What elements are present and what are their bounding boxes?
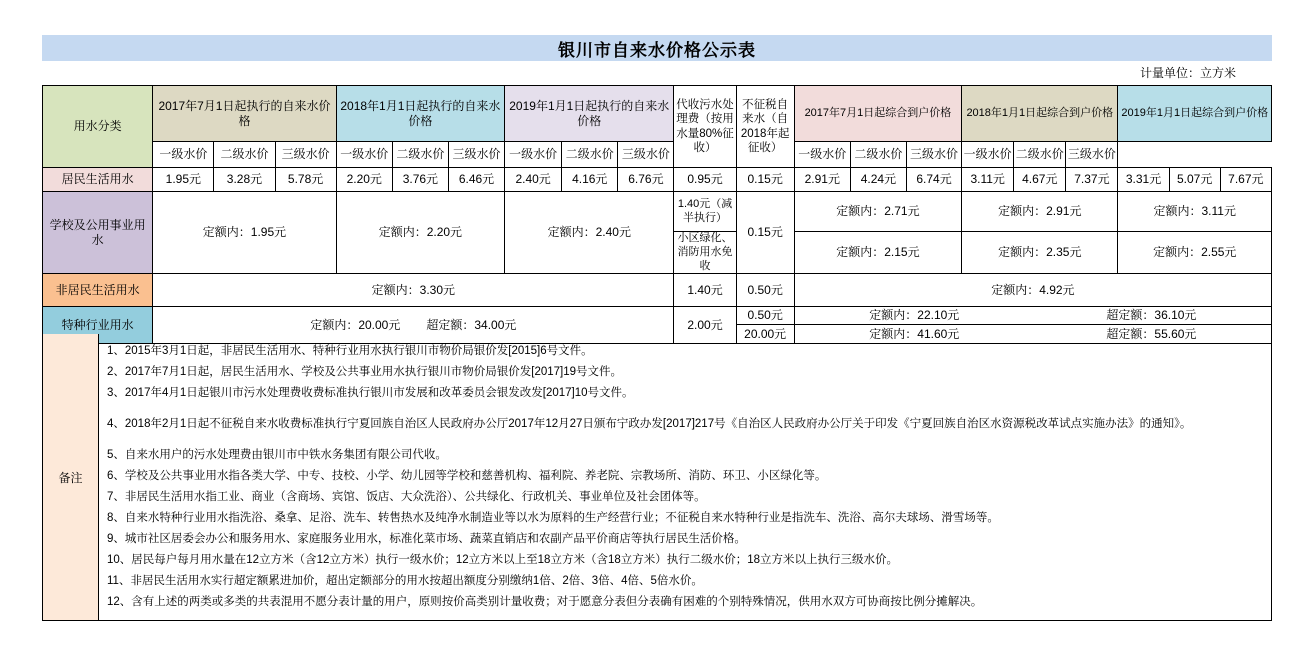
- price-cell: 定额内：2.15元: [794, 232, 961, 274]
- note-item: 10、居民每户每月用水量在12立方米（含12立方米）执行一级水价；12立方米以上至18立方米（含18立方米）执行二级水价；18立方米以上执行三级水价。: [107, 554, 899, 566]
- price-cell: 3.31元: [1118, 168, 1169, 192]
- row-label-school: 学校及公用事业用水: [43, 192, 153, 274]
- group-header-combined-2019: 2019年1月1日起综合到户价格: [1118, 86, 1272, 142]
- price-cell: 2.20元: [336, 168, 392, 192]
- price-cell: 定额内：2.20元: [336, 192, 504, 274]
- note-item: 1、2015年3月1日起，非居民生活用水、特种行业用水执行银川市物价局银价发[2015]6号文件。: [107, 345, 593, 357]
- tier-header: 三级水价: [1066, 142, 1118, 168]
- price-cell: 2.40元: [505, 168, 562, 192]
- price-cell: 4.16元: [562, 168, 618, 192]
- price-cell: 5.78元: [275, 168, 336, 192]
- notes-section: [42, 334, 1272, 621]
- price-cell: 4.24元: [850, 168, 906, 192]
- tier-header: 二级水价: [850, 142, 906, 168]
- sewage-cell: 0.95元: [674, 168, 736, 192]
- note-item: 7、非居民生活用水指工业、商业（含商场、宾馆、饭店、大众洗浴）、公共绿化、行政机关、事业单位及社会团体等。: [107, 491, 706, 503]
- row-school: [43, 192, 1272, 232]
- over-quota-price: 超定额：34.00元: [426, 317, 517, 332]
- note-item: 8、自来水特种行业用水指洗浴、桑拿、足浴、洗车、转售热水及纯净水制造业等以水为原料的生产经营行业；不征税自来水特种行业是指洗车、洗浴、高尔夫球场、滑雪场等。: [107, 512, 999, 524]
- tier-header: 一级水价: [153, 142, 214, 168]
- quota-price: 定额内：41.60元: [869, 326, 960, 341]
- price-cell: 定额内：1.95元: [153, 192, 336, 274]
- price-cell: 7.67元: [1220, 168, 1271, 192]
- price-cell: 2.91元: [794, 168, 850, 192]
- tier-header: 一级水价: [794, 142, 850, 168]
- price-cell: 定额内：2.91元: [962, 192, 1118, 232]
- tier-header: 一级水价: [962, 142, 1014, 168]
- note-item: 4、2018年2月1日起不征税自来水收费标准执行宁夏回族自治区人民政府办公厅2017年12月27日颁布宁政办发[2017]217号《自治区人民政府办公厅关于印发《宁夏回族自治区水资源税改革试点实施办法》的通知》。: [107, 418, 1192, 430]
- sewage-fee-header: 代收污水处理费（按用水量80%征收）: [674, 86, 736, 168]
- corner-header: 用水分类: [43, 86, 153, 168]
- price-cell: 定额内：3.11元: [1118, 192, 1272, 232]
- price-cell: 4.67元: [1014, 168, 1066, 192]
- price-cell: 6.46元: [448, 168, 504, 192]
- notes-label: 备注: [43, 334, 99, 620]
- price-cell: 3.11元: [962, 168, 1014, 192]
- group-header-exec-2019: 2019年1月1日起执行的自来水价格: [505, 86, 674, 142]
- price-cell: 定额内：2.40元: [505, 192, 674, 274]
- row-label-non-residential: 非居民生活用水: [43, 274, 153, 307]
- group-header-combined-2018: 2018年1月1日起综合到户价格: [962, 86, 1118, 142]
- row-label-special: 特种行业用水: [43, 307, 153, 344]
- untaxed-water-header: 不征税自来水（自2018年起征收）: [736, 86, 794, 168]
- group-header-exec-2018: 2018年1月1日起执行的自来水价格: [336, 86, 504, 142]
- note-item: 3、2017年4月1日起银川市污水处理费收费标准执行银川市发展和改革委员会银发改发[2017]10号文件。: [107, 387, 634, 399]
- water-price-table: [42, 85, 1272, 344]
- price-cell: 定额内：2.71元: [794, 192, 961, 232]
- sewage-cell: 1.40元: [674, 274, 736, 307]
- price-cell: 1.95元: [153, 168, 214, 192]
- unit-note: 计量单位：立方米: [1139, 65, 1236, 80]
- note-item: 5、自来水用户的污水处理费由银川市中铁水务集团有限公司代收。: [107, 449, 447, 461]
- note-item: 6、学校及公共事业用水指各类大学、中专、技校、小学、幼儿园等学校和慈善机构、福利院、养老院、宗教场所、消防、环卫、小区绿化等。: [107, 470, 827, 482]
- header-group-row: [43, 86, 1272, 142]
- group-header-exec-2017: 2017年7月1日起执行的自来水价格: [153, 86, 336, 142]
- untaxed-cell: 0.50元: [736, 307, 794, 325]
- tier-header: 三级水价: [618, 142, 674, 168]
- tier-header-row: [43, 142, 1272, 168]
- page-title: 银川市自来水价格公示表: [42, 35, 1272, 61]
- tier-header: 二级水价: [562, 142, 618, 168]
- price-cell: [794, 307, 1271, 325]
- untaxed-cell: 20.00元: [736, 325, 794, 344]
- sewage-cell: 1.40元（减半执行）: [674, 192, 736, 232]
- note-item: 2、2017年7月1日起，居民生活用水、学校及公共事业用水执行银川市物价局银价发[2017]19号文件。: [107, 366, 623, 378]
- tier-header: 三级水价: [906, 142, 961, 168]
- note-item: 12、含有上述的两类或多类的共表混用不愿分表计量的用户，原则按价高类别计量收费；对于愿意分表但分表确有困难的个别特殊情况，供用水双方可协商按比例分摊解决。: [107, 596, 983, 608]
- tier-header: 一级水价: [336, 142, 392, 168]
- over-quota-price: 超定额：55.60元: [1106, 326, 1197, 341]
- price-cell: 定额内：4.92元: [794, 274, 1271, 307]
- notes-body: [99, 334, 1271, 620]
- sewage-cell: 2.00元: [674, 307, 736, 344]
- untaxed-cell: 0.15元: [736, 192, 794, 274]
- quota-price: 定额内：22.10元: [869, 308, 960, 323]
- price-cell: 7.37元: [1066, 168, 1118, 192]
- tier-header: 三级水价: [275, 142, 336, 168]
- note-item: 9、城市社区居委会办公和服务用水、家庭服务业用水，标准化菜市场、蔬菜直销店和农副产品平价商店等执行居民生活价格。: [107, 533, 746, 545]
- tier-header: 一级水价: [505, 142, 562, 168]
- untaxed-cell: 0.50元: [736, 274, 794, 307]
- tier-header: 二级水价: [1014, 142, 1066, 168]
- row-residential: [43, 168, 1272, 192]
- row-non-residential: [43, 274, 1272, 307]
- row-label-residential: 居民生活用水: [43, 168, 153, 192]
- price-cell: 3.28元: [214, 168, 275, 192]
- untaxed-cell: 0.15元: [736, 168, 794, 192]
- price-cell: 定额内：3.30元: [153, 274, 674, 307]
- sewage-cell: 小区绿化、消防用水免收: [674, 232, 736, 274]
- tier-header: 二级水价: [392, 142, 448, 168]
- price-cell: 3.76元: [392, 168, 448, 192]
- tier-header: 三级水价: [448, 142, 504, 168]
- price-cell: 5.07元: [1169, 168, 1220, 192]
- group-header-combined-2017: 2017年7月1日起综合到户价格: [794, 86, 961, 142]
- price-cell: 6.74元: [906, 168, 961, 192]
- price-cell: 定额内：2.55元: [1118, 232, 1272, 274]
- row-special: [43, 307, 1272, 325]
- quota-price: 定额内：20.00元: [310, 317, 401, 332]
- note-item: 11、非居民生活用水实行超定额累进加价，超出定额部分的用水按超出额度分别缴纳1倍、2倍、3倍、4倍、5倍水价。: [107, 575, 703, 587]
- over-quota-price: 超定额：36.10元: [1106, 308, 1197, 323]
- tier-header: 二级水价: [214, 142, 275, 168]
- price-cell: 定额内：2.35元: [962, 232, 1118, 274]
- price-cell: 6.76元: [618, 168, 674, 192]
